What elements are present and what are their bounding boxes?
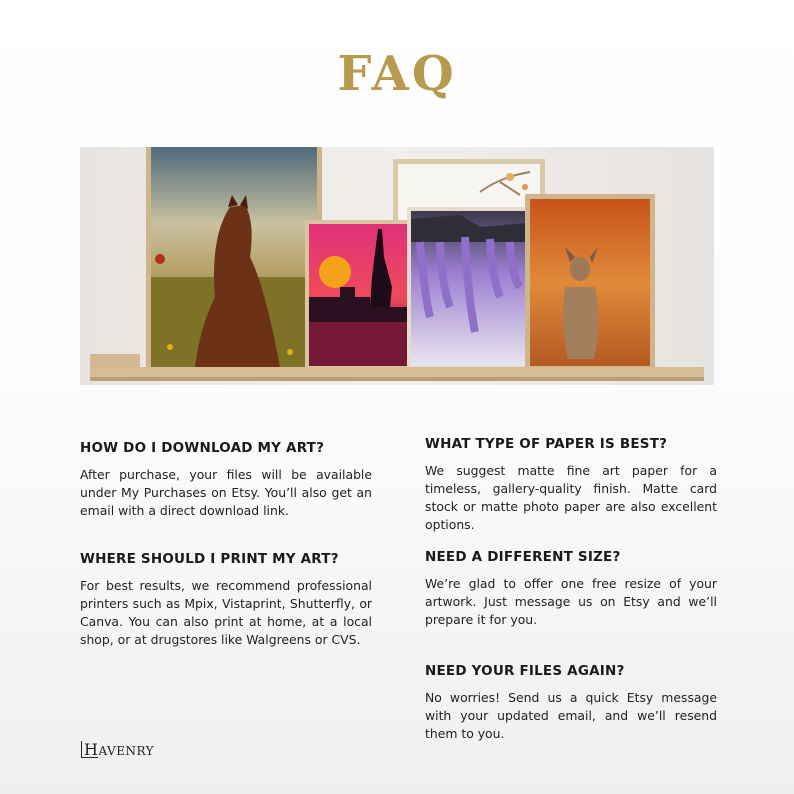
page-title: FAQ	[337, 46, 457, 102]
faq-item	[425, 663, 717, 743]
faq-answer: We’re glad to offer one free resize of your artwork. Just message us on Etsy and we’ll prepare it for you.	[425, 576, 717, 627]
logo-text: AVENRY	[98, 744, 155, 758]
statue-of-liberty-sunset-painting	[305, 220, 411, 370]
faq-question: HOW DO I DOWNLOAD MY ART?	[80, 440, 325, 456]
faq-question: NEED YOUR FILES AGAIN?	[425, 663, 625, 679]
faq-answer: No worries! Send us a quick Etsy message with your updated email, and we’ll resend them to you.	[425, 690, 717, 741]
faq-question: WHAT TYPE OF PAPER IS BEST?	[425, 436, 668, 452]
faq-item	[80, 440, 372, 520]
artwork-banner-image	[80, 147, 714, 385]
havenry-logo	[81, 741, 154, 758]
horse-painting	[146, 147, 322, 369]
faq-answer: For best results, we recommend professional printers such as Mpix, Vistaprint, Shutterfly, or Canva. You can also print at home, at a local shop, or at drugstores like Walgreens or CVS.	[80, 578, 372, 647]
logo-initial: H	[81, 741, 98, 758]
wisteria-painting	[407, 207, 531, 370]
faq-item	[425, 549, 717, 629]
kangaroo-painting	[525, 194, 655, 370]
faq-question: WHERE SHOULD I PRINT MY ART?	[80, 551, 339, 567]
faq-answer: We suggest matte fine art paper for a timeless, gallery-quality finish. Matte card stock or matte photo paper are also excellent options.	[425, 463, 717, 532]
faq-item	[425, 436, 717, 534]
faq-answer: After purchase, your files will be available under My Purchases on Etsy. You’ll also get an email with a direct download link.	[80, 467, 372, 518]
faq-item	[80, 551, 372, 649]
faq-question: NEED A DIFFERENT SIZE?	[425, 549, 621, 565]
